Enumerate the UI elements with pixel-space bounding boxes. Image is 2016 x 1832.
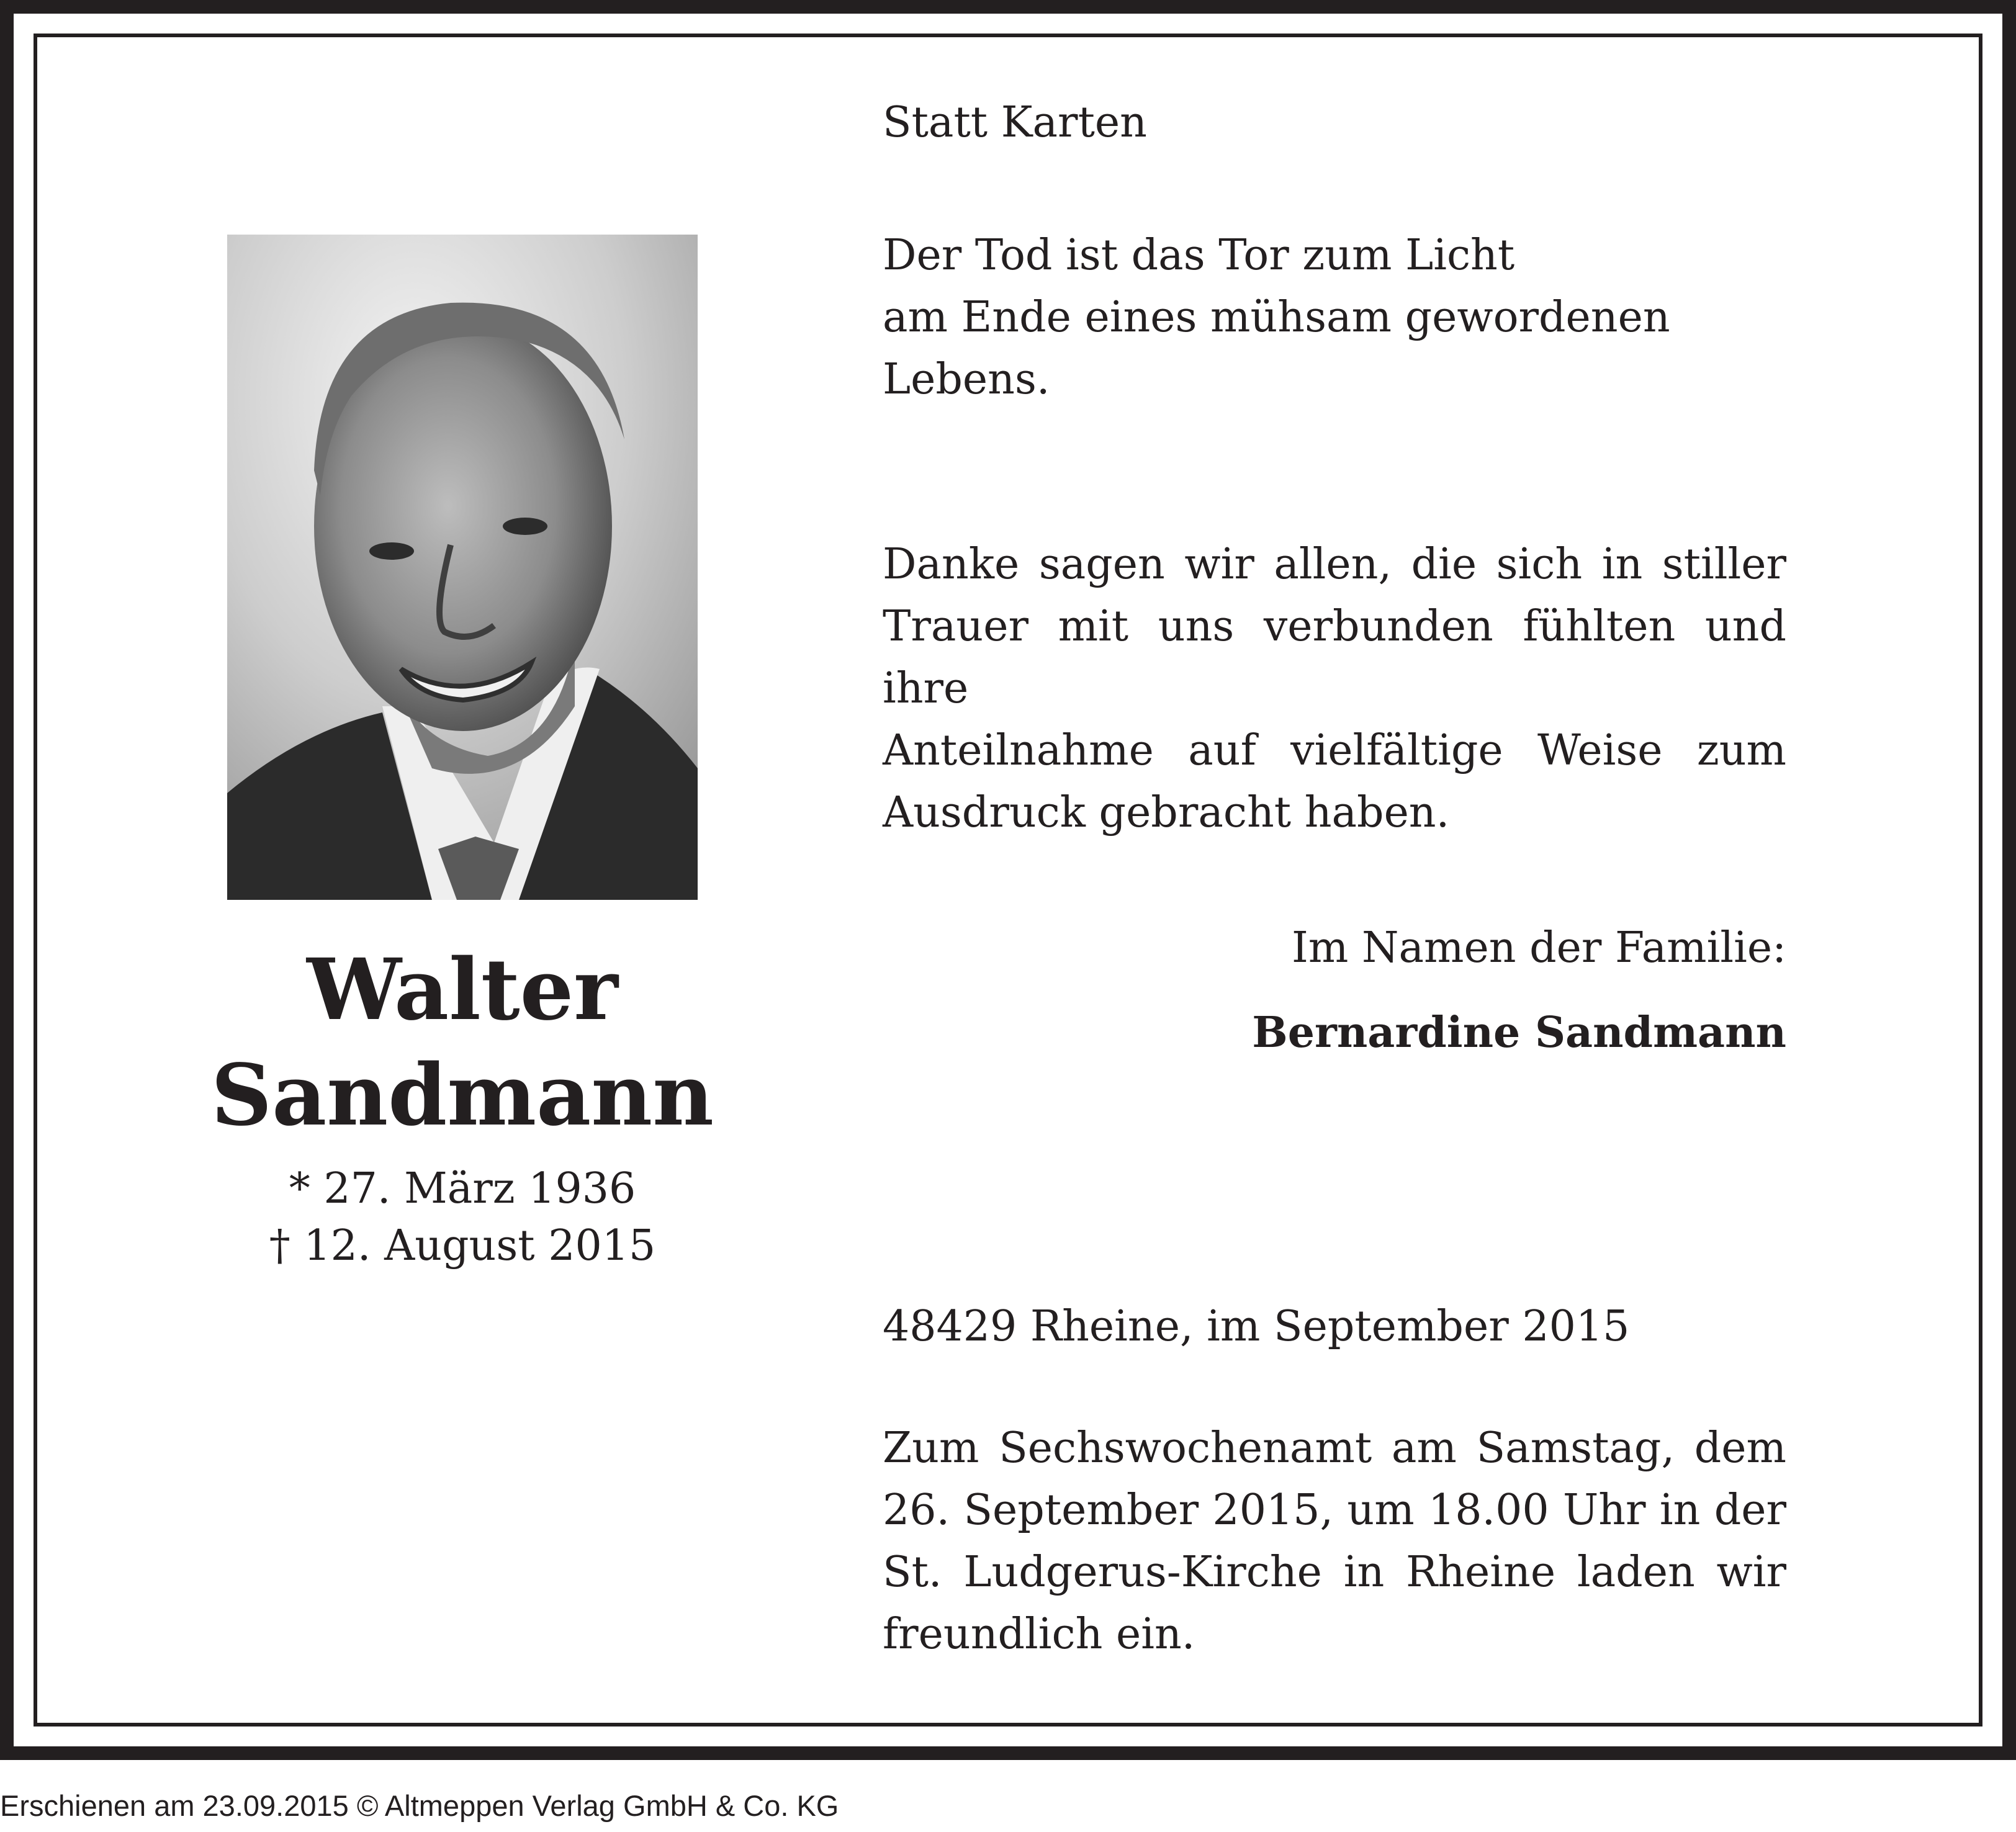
thanks-line: Anteilnahme auf vielfältige Weise zum xyxy=(883,726,1786,775)
motto-line: am Ende eines mühsam gewordenen Lebens. xyxy=(883,293,1670,404)
thanks-line: Danke sagen wir allen, die sich in stiller xyxy=(883,540,1786,589)
life-dates xyxy=(186,1161,739,1275)
motto-line: Der Tod ist das Tor zum Licht xyxy=(883,231,1515,280)
service-line: 26. September 2015, um 18.00 Uhr in der xyxy=(883,1486,1786,1535)
service-paragraph xyxy=(883,1417,1786,1666)
last-name: Sandmann xyxy=(210,1046,714,1145)
service-line: St. Ludgerus-Kirche in Rheine laden wir xyxy=(883,1548,1786,1597)
publication-footer: Erschienen am 23.09.2015 © Altmeppen Verlag GmbH & Co. KG xyxy=(0,1789,839,1822)
signature-intro: Im Namen der Familie: xyxy=(1291,923,1786,972)
signature-name: Bernardine Sandmann xyxy=(1252,1008,1786,1057)
service-line: freundlich ein. xyxy=(883,1610,1195,1659)
thanks-paragraph xyxy=(883,534,1786,844)
deceased-name xyxy=(186,937,739,1148)
heading: Statt Karten xyxy=(883,98,1147,147)
thanks-line: Trauer mit uns verbunden fühlten und ihre xyxy=(883,602,1786,713)
service-line: Zum Sechswochenamt am Samstag, dem xyxy=(883,1424,1786,1473)
death-date: † 12. August 2015 xyxy=(269,1221,656,1270)
first-name: Walter xyxy=(307,940,618,1039)
place-date: 48429 Rheine, im September 2015 xyxy=(883,1302,1630,1351)
portrait-illustration xyxy=(227,235,698,900)
birth-date: * 27. März 1936 xyxy=(289,1164,636,1213)
thanks-line: Ausdruck gebracht haben. xyxy=(883,788,1450,837)
motto xyxy=(883,225,1786,411)
portrait-photo xyxy=(227,235,698,900)
